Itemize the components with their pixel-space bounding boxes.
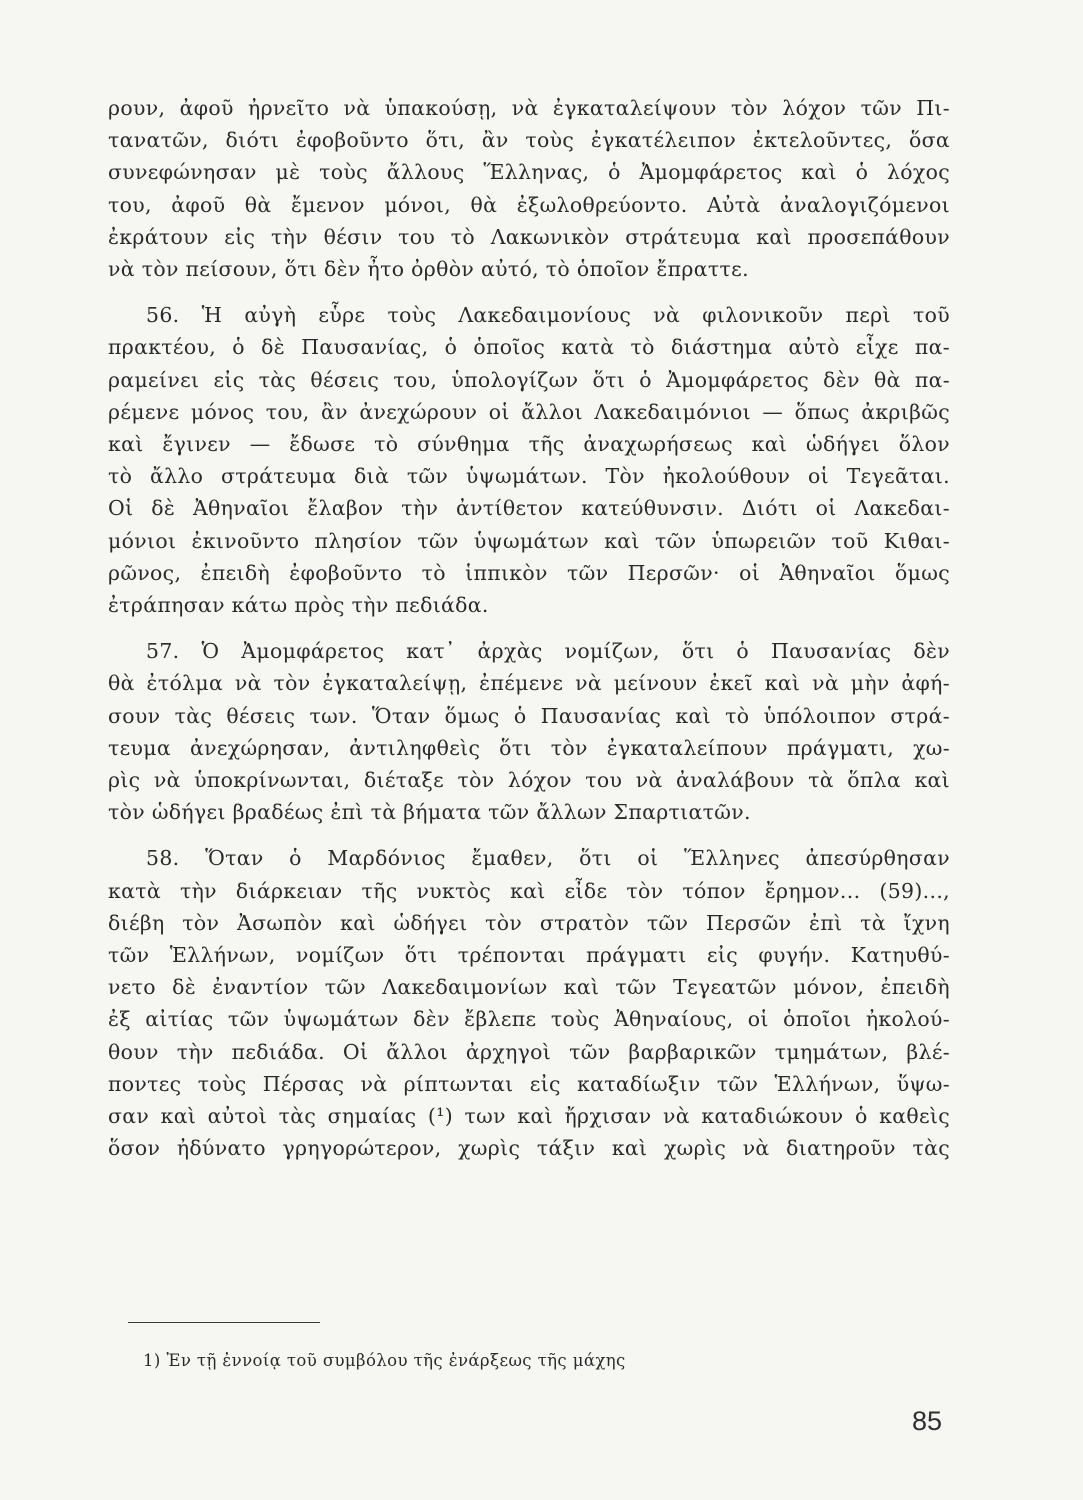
paragraph-56: [108, 299, 950, 621]
text-line: νὰ τὸν πείσουν, ὅτι δὲν ἦτο ὀρθὸν αὐτό, τὸ ὁποῖον ἔπραττε.: [108, 257, 749, 282]
text-line: τὸν ὡδήγει βραδέως ἐπὶ τὰ βήματα τῶν ἄλλων Σπαρτιατῶν.: [108, 800, 751, 825]
text-line: διέβη τὸν Ἀσωπὸν καὶ ὡδήγει τὸν στρατὸν τῶν Περσῶν ἐπὶ τὰ ἴχνη: [108, 910, 950, 935]
text-line: τευμα ἀνεχώρησαν, ἀντιληφθεὶς ὅτι τὸν ἐγκαταλείπουν πράγματι, χω-: [108, 735, 950, 760]
text-line: 57. Ὁ Ἀμομφάρετος κατ᾽ ἀρχὰς νομίζων, ὅτι ὁ Παυσανίας δὲν: [146, 639, 950, 664]
paragraph-58: [108, 842, 950, 1164]
paragraph-gap: [108, 285, 950, 299]
paragraph-gap: [108, 828, 950, 842]
text-line: ρέμενε μόνος του, ἂν ἀνεχώρουν οἱ ἄλλοι Λακεδαιμόνιοι — ὅπως ἀκριβῶς: [108, 399, 950, 424]
text-line: θουν τὴν πεδιάδα. Οἱ ἄλλοι ἀρχηγοὶ τῶν βαρβαρικῶν τμημάτων, βλέ-: [108, 1039, 950, 1064]
text-line: 56. Ἡ αὐγὴ εὗρε τοὺς Λακεδαιμονίους νὰ φιλονικοῦν περὶ τοῦ: [146, 303, 950, 328]
text-line: ρουν, ἀφοῦ ἠρνεῖτο νὰ ὑπακούσῃ, νὰ ἐγκαταλείψουν τὸν λόχον τῶν Πι-: [108, 96, 950, 120]
text-line: θὰ ἐτόλμα νὰ τὸν ἐγκαταλείψῃ, ἐπέμενε νὰ μείνουν ἐκεῖ καὶ νὰ μὴν ἀφή-: [108, 671, 950, 696]
paragraph-gap: [108, 621, 950, 635]
footnote-rule: [128, 1322, 320, 1323]
text-line: ποντες τοὺς Πέρσας νὰ ρίπτωνται εἰς καταδίωξιν τῶν Ἑλλήνων, ὕψω-: [108, 1071, 950, 1096]
paragraph-57: [108, 635, 950, 828]
text-line: πρακτέου, ὁ δὲ Παυσανίας, ὁ ὁποῖος κατὰ τὸ διάστημα αὐτὸ εἶχε πα-: [108, 335, 950, 360]
page-number: 85: [912, 1406, 943, 1436]
footnote: 1) Ἐν τῇ ἐννοίᾳ τοῦ συμβόλου τῆς ἐνάρξεως τῆς μάχης: [143, 1351, 626, 1370]
text-line: του, ἀφοῦ θὰ ἔμενον μόνοι, θὰ ἐξωλοθρεύοντο. Αὐτὰ ἀναλογιζόμενοι: [108, 192, 950, 217]
text-line: τανατῶν, διότι ἐφοβοῦντο ὅτι, ἂν τοὺς ἐγκατέλειπον ἐκτελοῦντες, ὅσα: [108, 128, 950, 153]
text-line: ἐξ αἰτίας τῶν ὑψωμάτων δὲν ἔβλεπε τοὺς Ἀθηναίους, οἱ ὁποῖοι ἠκολού-: [108, 1007, 950, 1032]
body-text: [108, 92, 950, 1165]
text-line: Οἱ δὲ Ἀθηναῖοι ἔλαβον τὴν ἀντίθετον κατεύθυνσιν. Διότι οἱ Λακεδαι-: [108, 496, 950, 521]
text-line: ραμείνει εἰς τὰς θέσεις του, ὑπολογίζων ὅτι ὁ Ἀμομφάρετος δὲν θὰ πα-: [108, 367, 950, 392]
text-line: ρὶς νὰ ὑποκρίνωνται, διέταξε τὸν λόχον του νὰ ἀναλάβουν τὰ ὅπλα καὶ: [108, 768, 950, 793]
text-line: ἐκράτουν εἰς τὴν θέσιν του τὸ Λακωνικὸν στράτευμα καὶ προσεπάθουν: [108, 224, 950, 249]
text-line: μόνιοι ἐκινοῦντο πλησίον τῶν ὑψωμάτων καὶ τῶν ὑπωρειῶν τοῦ Κιθαι-: [108, 528, 950, 553]
text-line: ὅσον ἠδύνατο γρηγορώτερον, χωρὶς τάξιν καὶ χωρὶς νὰ διατηροῦν τὰς: [108, 1136, 950, 1161]
text-line: τῶν Ἑλλήνων, νομίζων ὅτι τρέπονται πράγματι εἰς φυγήν. Κατηυθύ-: [108, 943, 950, 968]
text-line: καὶ ἔγινεν — ἔδωσε τὸ σύνθημα τῆς ἀναχωρήσεως καὶ ὡδήγει ὅλον: [108, 432, 950, 457]
text-line: ἐτράπησαν κάτω πρὸς τὴν πεδιάδα.: [108, 593, 489, 618]
text-line: 58. Ὅταν ὁ Μαρδόνιος ἔμαθεν, ὅτι οἱ Ἕλληνες ἀπεσύρθησαν: [146, 846, 950, 871]
text-line: σουν τὰς θέσεις των. Ὅταν ὅμως ὁ Παυσανίας καὶ τὸ ὑπόλοιπον στρά-: [108, 703, 950, 728]
text-line: κατὰ τὴν διάρκειαν τῆς νυκτὸς καὶ εἶδε τὸν τόπον ἔρημον... (59)...,: [108, 878, 950, 903]
text-line: ρῶνος, ἐπειδὴ ἐφοβοῦντο τὸ ἱππικὸν τῶν Περσῶν· οἱ Ἀθηναῖοι ὅμως: [108, 560, 950, 585]
text-line: σαν καὶ αὐτοὶ τὰς σημαίας (¹) των καὶ ἤρχισαν νὰ καταδιώκουν ὁ καθεὶς: [108, 1104, 950, 1129]
text-line: συνεφώνησαν μὲ τοὺς ἄλλους Ἕλληνας, ὁ Ἀμομφάρετος καὶ ὁ λόχος: [108, 160, 950, 185]
text-line: τὸ ἄλλο στράτευμα διὰ τῶν ὑψωμάτων. Τὸν ἠκολούθουν οἱ Τεγεᾶται.: [108, 464, 950, 489]
paragraph-continued: [108, 92, 950, 285]
text-line: νετο δὲ ἐναντίον τῶν Λακεδαιμονίων καὶ τῶν Τεγεατῶν μόνον, ἐπειδὴ: [108, 975, 950, 1000]
